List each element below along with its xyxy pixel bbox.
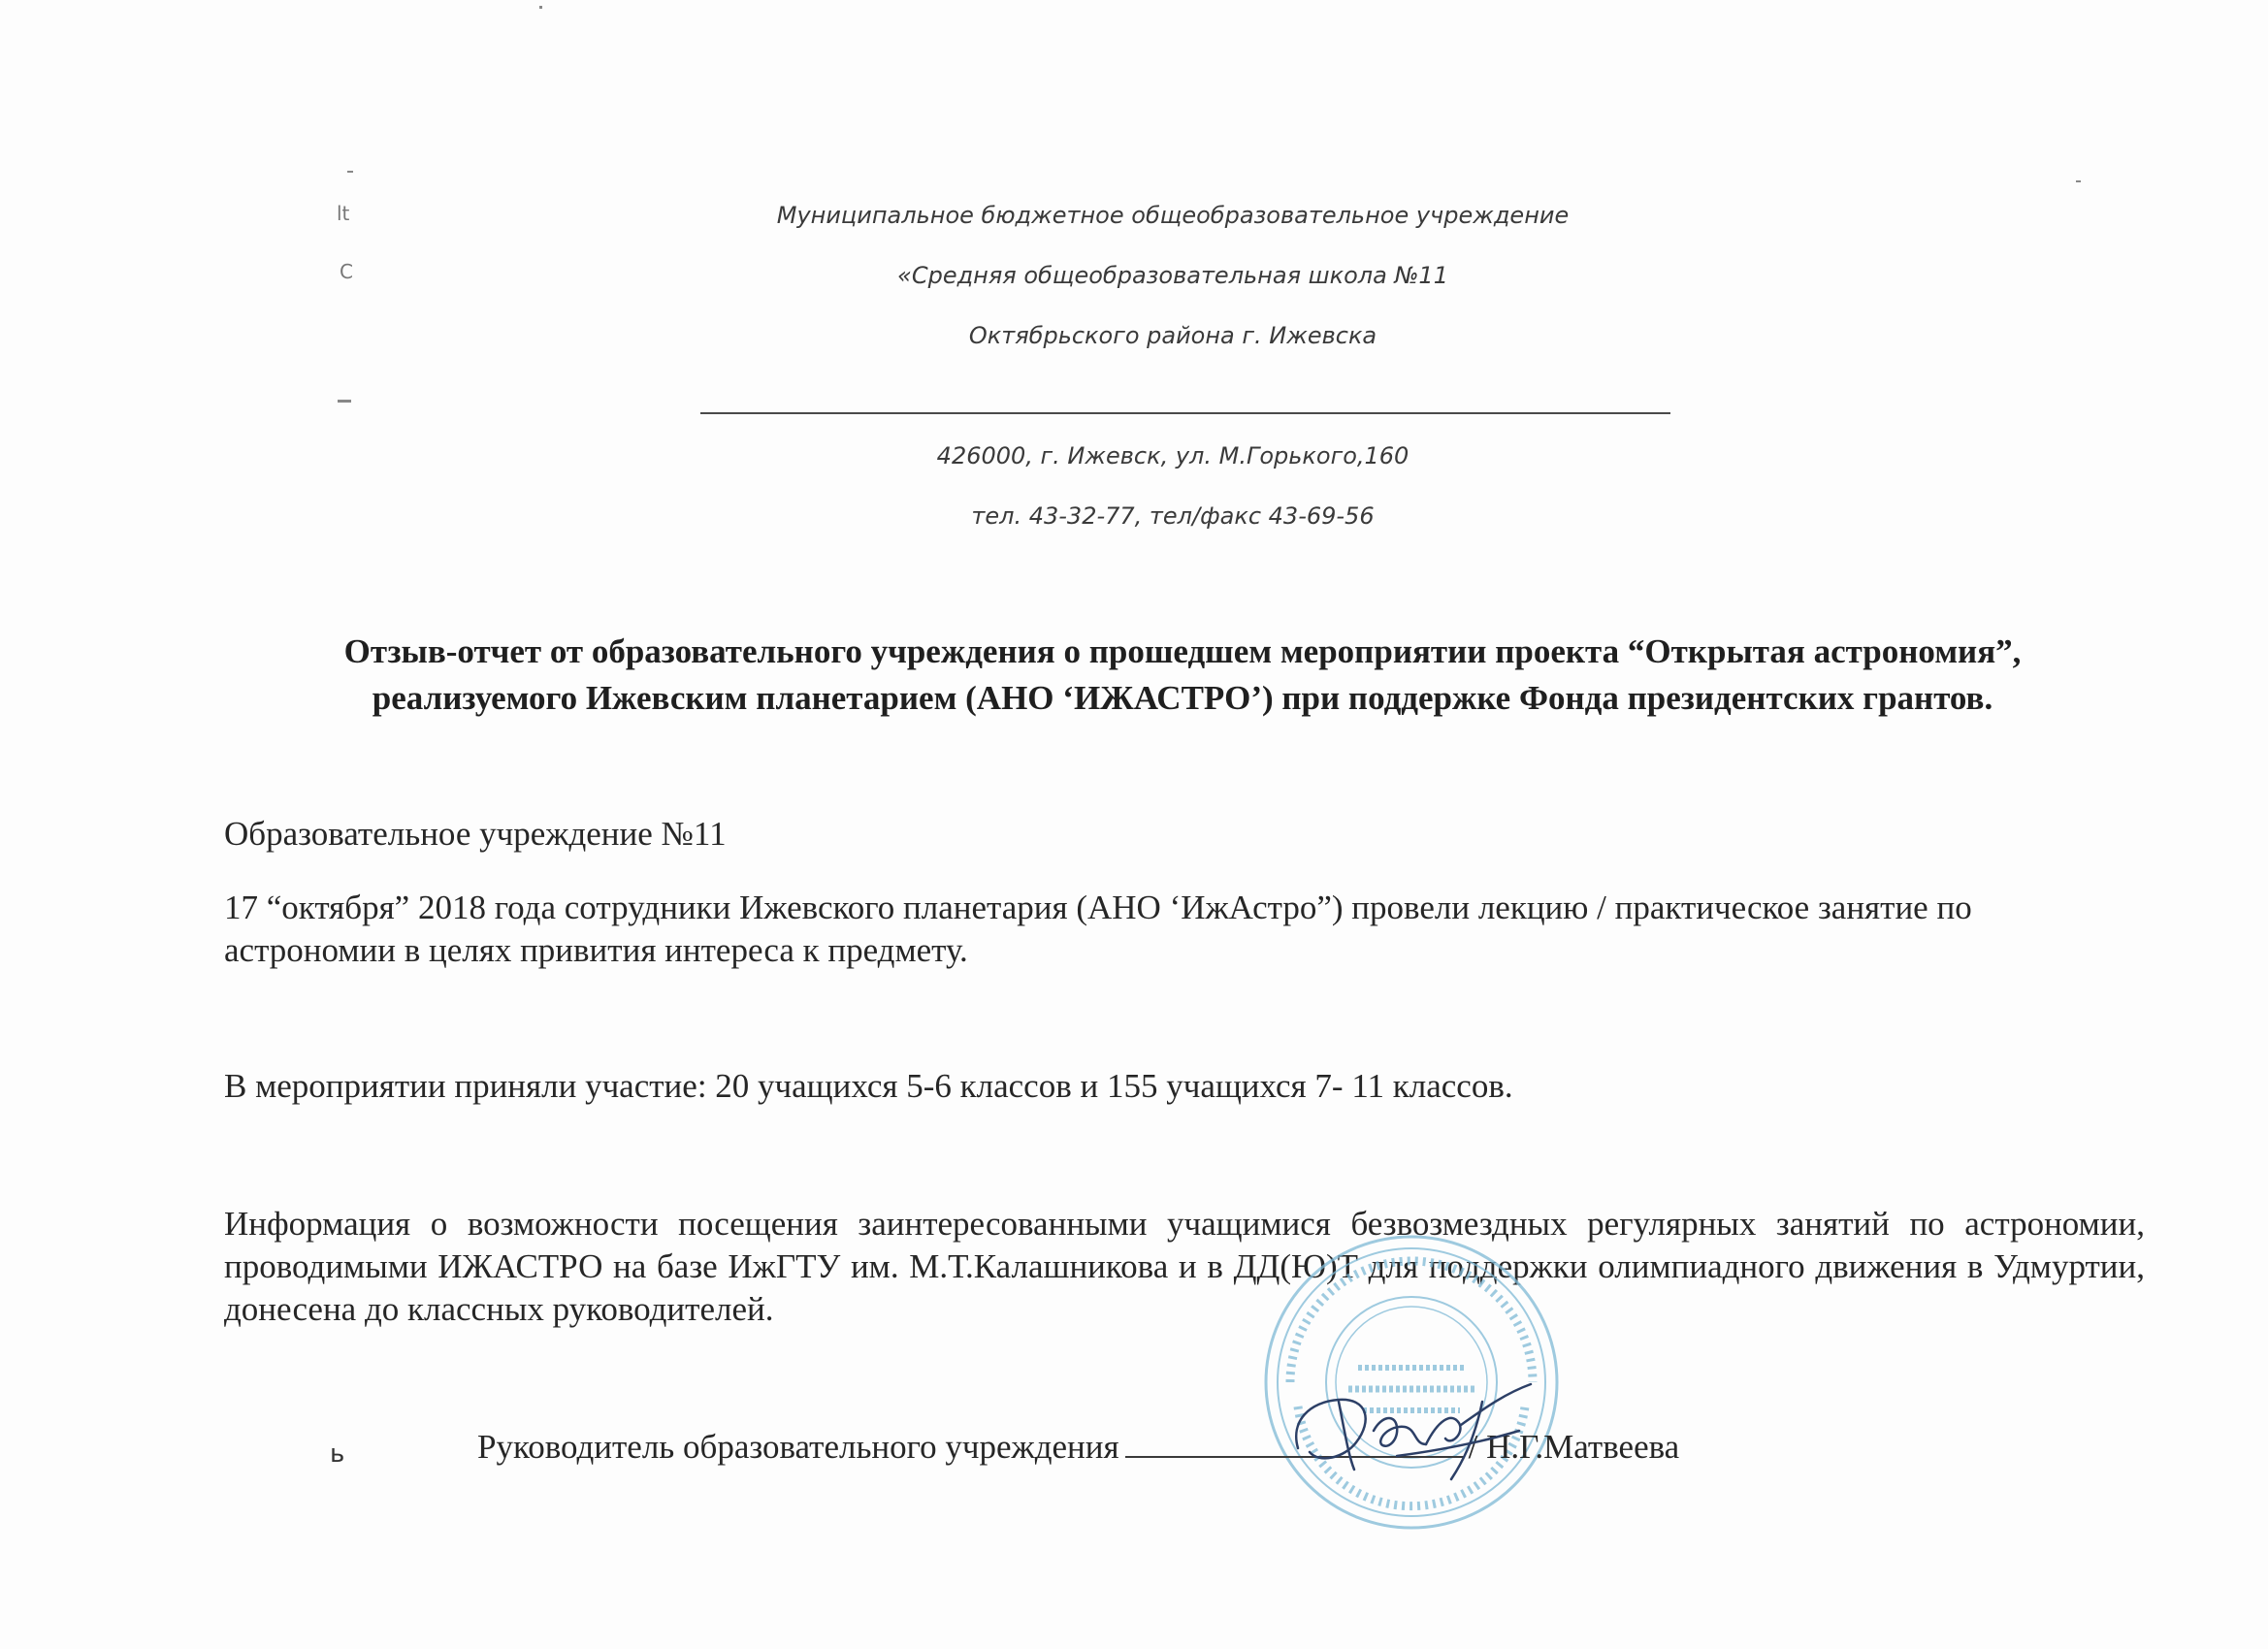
scan-speck <box>338 400 351 403</box>
event-paragraph: 17 “октября” 2018 года сотрудники Ижевского планетария (АНО ‘ИжАстро”) провели лекцию / практическое занятие по астрономии в целях привития интереса к предмету. <box>224 889 1972 969</box>
margin-mark-2: C <box>340 260 353 283</box>
letterhead-divider <box>700 412 1670 414</box>
title-line-2: реализуемого Ижевским планетарием (АНО ‘ИЖАСТРО’) при поддержке Фонда президентских грантов. <box>372 679 1993 717</box>
institution-line: Образовательное учреждение №11 <box>224 815 727 853</box>
margin-mark-1: lt <box>337 202 350 225</box>
school-name-line: «Средняя общеобразовательная школа №11 <box>897 262 1448 289</box>
participants-paragraph: В мероприятии приняли участие: 20 учащихся 5-6 классов и 155 учащихся 7- 11 классов. <box>224 1067 1513 1105</box>
signature-separator: / <box>1468 1428 1478 1466</box>
scan-speck <box>539 6 542 9</box>
document-title <box>223 629 2142 722</box>
school-district-line: Октябрьского района г. Ижевска <box>968 322 1377 349</box>
title-line-1: Отзыв-отчет от образовательного учреждения о прошедшем мероприятии проекта “Открытая астрономия”, <box>343 632 2022 670</box>
school-phones: тел. 43-32-77, тел/факс 43-69-56 <box>971 502 1375 530</box>
school-address: 426000, г. Ижевск, ул. М.Горького,160 <box>936 442 1409 469</box>
margin-mark-3: ь <box>330 1439 345 1469</box>
handwritten-signature <box>1280 1363 1542 1489</box>
signatory-name: Н.Г.Матвеева <box>1486 1428 1680 1466</box>
info-paragraph: Информация о возможности посещения заинтересованными учащимися безвозмездных регулярных занятий по астрономии, проводимыми ИЖАСТРО на базе ИжГТУ им. М.Т.Калашникова и в ДД(Ю)Т для поддержки олимпиадного движения в Удмуртии, донесена до классных руководителей. <box>224 1205 2145 1328</box>
school-type-line: Муниципальное бюджетное общеобразовательное учреждение <box>776 202 1570 229</box>
scan-speck <box>2076 180 2081 182</box>
scan-speck <box>347 171 353 173</box>
signature-label: Руководитель образовательного учреждения <box>477 1428 1119 1466</box>
